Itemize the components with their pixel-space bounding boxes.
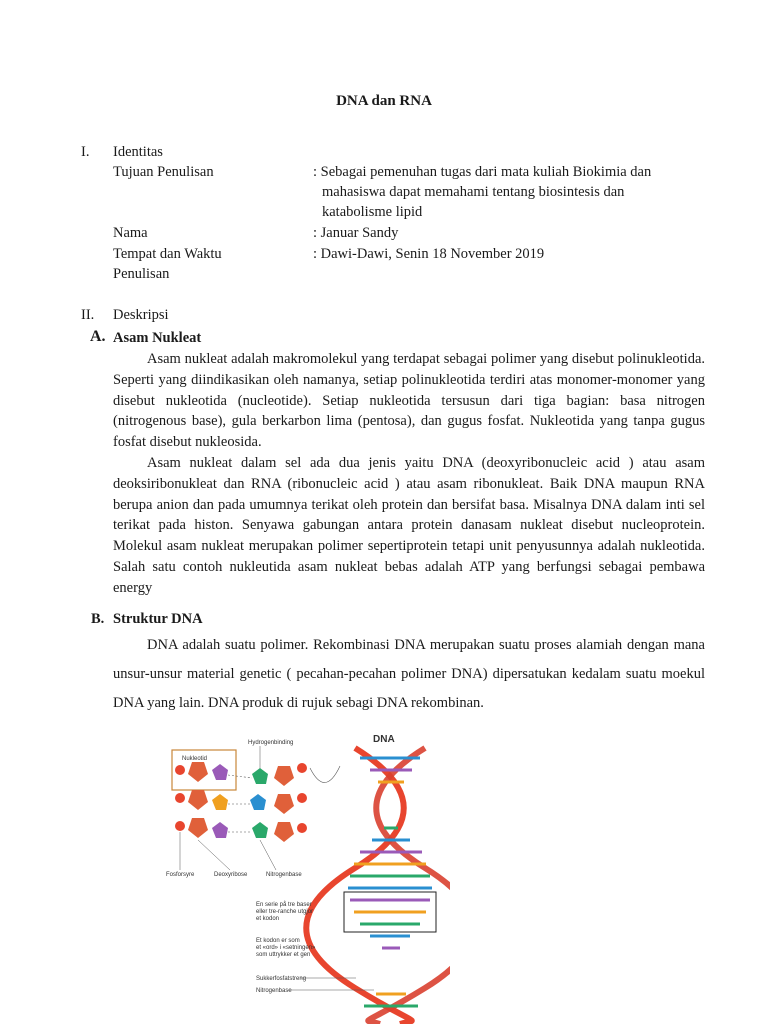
row-place-value: : Dawi-Dawi, Senin 18 November 2019	[313, 246, 545, 262]
note-1-line2: eller tre-ranche utgjor	[256, 909, 314, 915]
section-1-heading: Identitas	[113, 144, 163, 160]
row-purpose-value-line1: : Sebagai pemenuhan tugas dari mata kuliah Biokimia dan	[313, 164, 652, 180]
deoxyribose-label: Deoxyribose	[214, 872, 248, 878]
right-strand	[250, 763, 307, 842]
dna-helix	[306, 748, 450, 1024]
note-4: Nitrogenbase	[256, 988, 292, 994]
phosphate-label: Fosforsyre	[166, 872, 195, 878]
note-1-line3: et kodon	[256, 916, 280, 922]
dna-label: DNA	[373, 734, 395, 745]
row-place-label-line2: Penulisan	[113, 266, 170, 282]
note-1-line1: En serie på tre baser	[256, 902, 312, 908]
dna-structure-figure	[160, 728, 450, 1024]
hydrogen-bond-label: Hydrogenbinding	[248, 740, 294, 746]
section-a-body	[113, 349, 705, 599]
row-purpose-label: Tujuan Penulisan	[113, 164, 214, 180]
nucleotide-label: Nukleotid	[182, 756, 208, 762]
note-2-line3: som uttrykker et gen	[256, 952, 311, 958]
section-2-number: II.	[81, 307, 95, 323]
row-purpose-value-line2: mahasiswa dapat memahami tentang biosintesis dan	[322, 184, 625, 200]
section-a-paragraph-1: Asam nukleat adalah makromolekul yang terdapat sebagai polimer yang disebut polinukleotida. Seperti yang diindikasikan oleh namanya, setiap polinukleotida terdiri atas monomer-monomer yang disebut nukleotida (nucleotide). Setiap nukleotida tersusun dari tiga bagian: basa nitrogen (nitrogenous base), gula berkarbon lima (pentosa), dan gugus fosfat. Nukleotida yang tanpa gugus fosfat disebut nukleosida.	[113, 351, 705, 451]
section-a-letter: A.	[90, 328, 106, 345]
section-b-heading: Struktur DNA	[113, 611, 203, 627]
row-purpose-value-line3: katabolisme lipid	[322, 204, 423, 220]
section-b-body	[113, 631, 705, 718]
section-b-paragraph-1: DNA adalah suatu polimer. Rekombinasi DNA merupakan suatu proses alamiah dengan mana unsur-unsur material genetic ( pecahan-pecahan polimer DNA) dipersatukan kedalam suatu moekul DNA yang lain. DNA produk di rujuk sebagi DNA rekombinan.	[113, 637, 705, 711]
section-a-paragraph-2: Asam nukleat dalam sel ada dua jenis yaitu DNA (deoxyribonucleic acid ) atau asam deoksiribonukleat dan RNA (ribonucleic acid ) atau asam ribonukleat. Baik DNA maupun RNA berupa anion dan pada umumnya terikat oleh protein dan bersifat basa. Misalnya DNA dalam inti sel terikat pada histon. Senyawa gabungan antara protein danasam nukleat disebut nucleoprotein. Molekul asam nukleat merupakan polimer sepertiprotein tetapi unit penyusunnya adalah nukleotida. Salah satu contoh nukleutida asam nukleat bebas adalah ATP yang berfungsi sebagai pembawa energy	[113, 454, 705, 596]
note-3: Sukkerfosfatstreng	[256, 976, 307, 982]
row-name-label: Nama	[113, 225, 148, 241]
row-name-value: : Januar Sandy	[313, 225, 399, 241]
section-2-heading: Deskripsi	[113, 307, 169, 323]
nitrogenbase-label: Nitrogenbase	[266, 872, 302, 878]
note-2-line2: et «ord» i «setningen»	[256, 945, 316, 951]
left-strand	[175, 762, 228, 838]
row-place-label-line1: Tempat dan Waktu	[113, 246, 222, 262]
section-b-letter: B.	[91, 611, 105, 627]
document-title: DNA dan RNA	[336, 93, 432, 109]
note-2-line1: Et kodon er som	[256, 938, 300, 944]
section-a-heading: Asam Nukleat	[113, 330, 202, 346]
section-1-number: I.	[81, 144, 90, 160]
